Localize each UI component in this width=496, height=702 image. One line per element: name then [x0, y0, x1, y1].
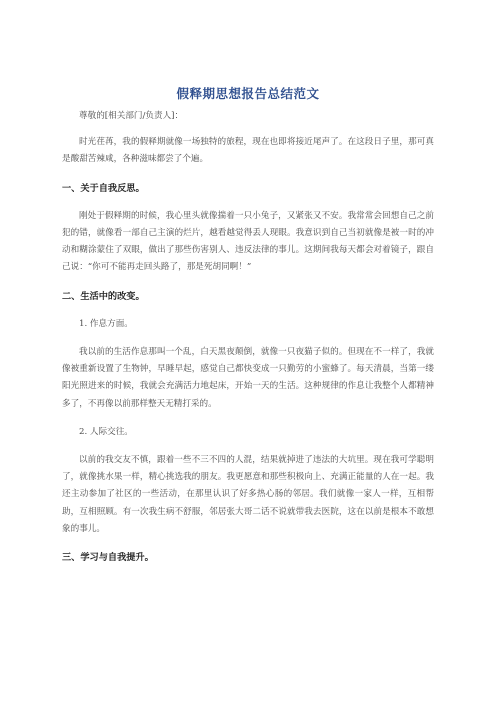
subheading-social: 2. 人际交往。: [79, 426, 133, 437]
social-paragraph: 以前的我交友不慎，跟着一些不三不四的人混，结果就掉进了违法的大坑里。现在我可学聪明了，就像挑水果一样，精心挑选我的朋友。我更愿意和那些积极向上、充满正能量的人在一起。我还主动参加了社区的一些活动，在那里认识了好多热心肠的邻居。我们就像一家人一样，互相帮助，互相照顾。有一次我生病不舒服，邻居张大哥二话不说就带我去医院，这在以前是根本不敢想象的事儿。: [62, 455, 434, 534]
schedule-paragraph: 我以前的生活作息那叫一个乱，白天黑夜颠倒，就像一只夜猫子似的。但现在不一样了，我就像被重新设置了生物钟，早睡早起，感觉自己都快变成一只勤劳的小蜜蜂了。每天清晨，当第一缕阳光照进来的时候，我就会充满活力地起床，开始一天的生活。这种规律的作息让我整个人都精神多了，不再像以前那样整天无精打采的。: [62, 347, 434, 409]
page-title: 假释期思想报告总结范文: [176, 86, 320, 101]
section-heading-self-reflection: 一、关于自我反思。: [62, 182, 145, 194]
self-reflection-paragraph: 刚处于假释期的时候，我心里头就像揣着一只小兔子，又紧张又不安。我常常会回想自己之前犯的错，就像看一部自己主演的烂片，越看越觉得丢人现眼。我意识到自己当初就像是被一时的冲动和糊涂蒙住了双眼，做出了那些伤害别人、违反法律的事儿。这期间我每天都会对着镜子，跟自己说：“你可不能再走回头路了，那是死胡同啊！”: [62, 210, 434, 273]
salutation: 尊敬的[相关部门/负责人]：: [79, 111, 184, 121]
subheading-schedule: 1. 作息方面。: [79, 318, 133, 329]
document-body: [62, 108, 434, 577]
section-heading-learning: 三、学习与自我提升。: [62, 552, 154, 564]
intro-paragraph: 时光荏苒，我的假释期就像一场独特的旅程，现在也即将接近尾声了。在这段日子里，那可真是酸甜苦辣咸，各种滋味都尝了个遍。: [62, 137, 434, 165]
section-heading-life-changes: 二、生活中的改变。: [62, 290, 145, 302]
